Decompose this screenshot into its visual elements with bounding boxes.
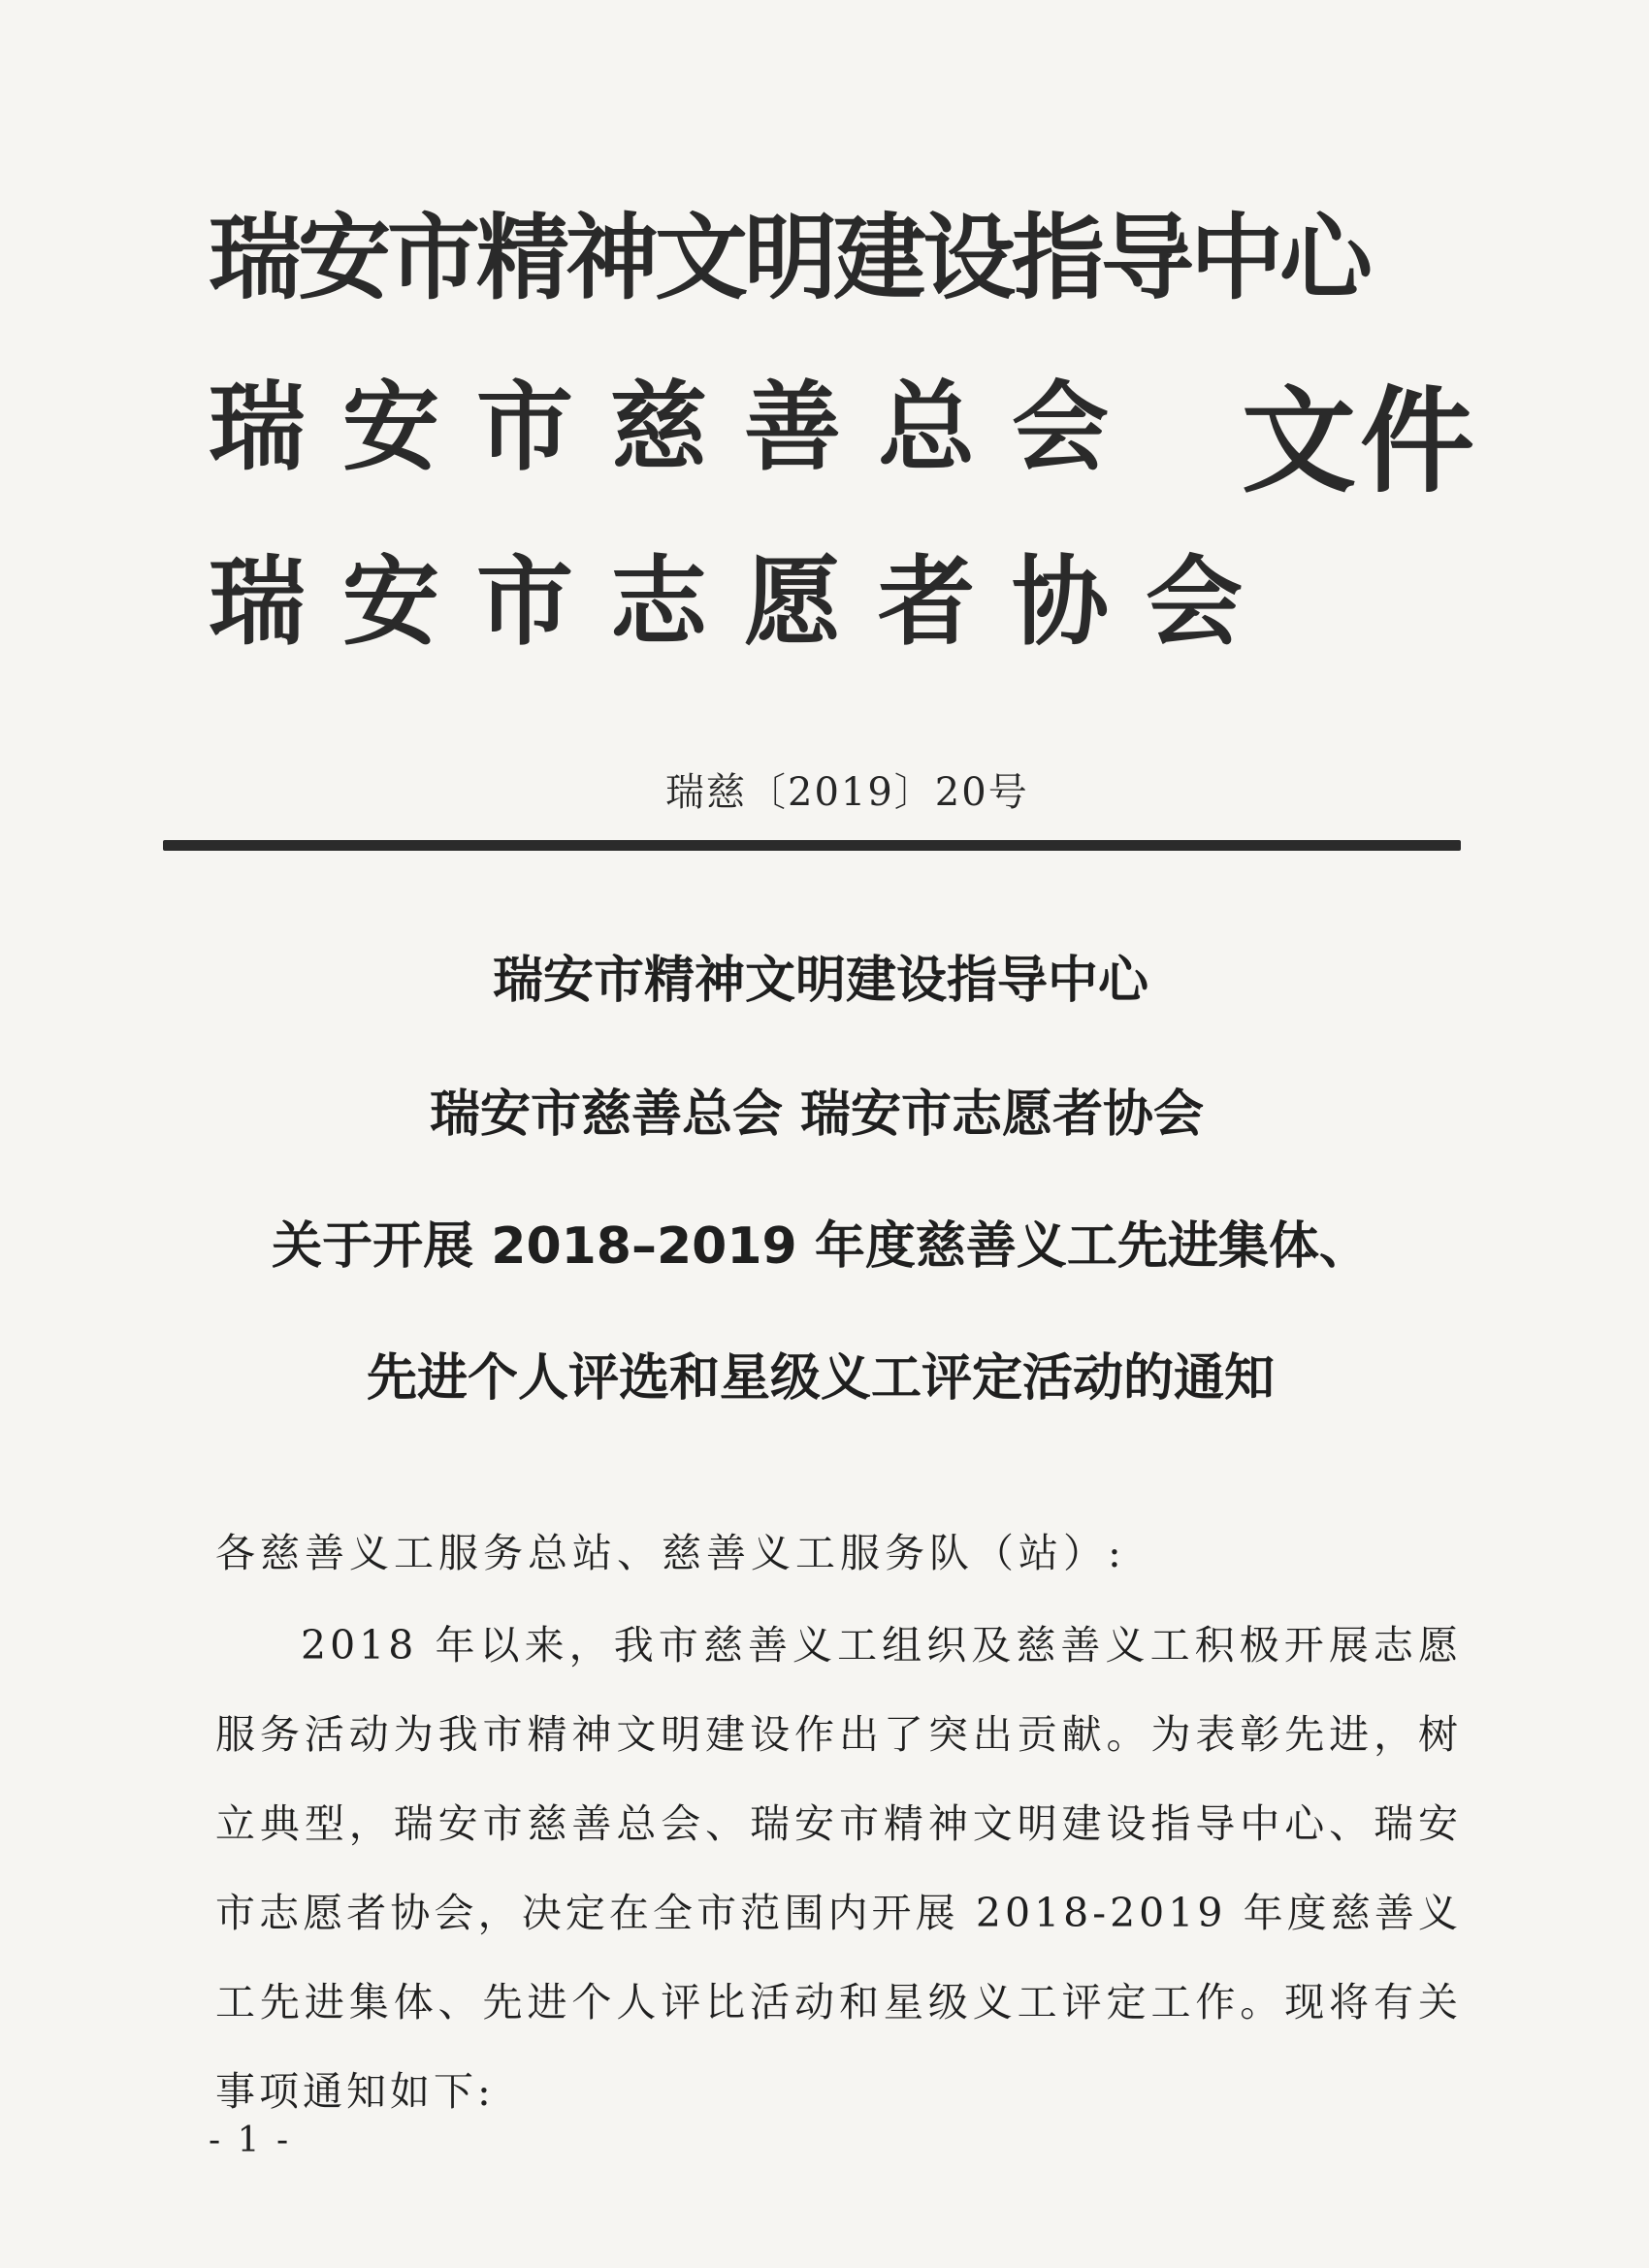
header-divider [163,840,1461,851]
issuer-name-volunteer-association: 瑞安市志愿者协会 [209,545,1279,659]
issuer-name-charity-federation: 瑞安市慈善总会 [209,371,1146,484]
document-number: 瑞慈〔2019〕20号 [665,770,1029,815]
notice-title-line-2: 瑞安市慈善总会 瑞安市志愿者协会 [429,1085,1205,1144]
body-paragraph: 2018 年以来，我市慈善义工组织及慈善义工积极开展志愿服务活动为我市精神文明建设作出了突出贡献。为表彰先进，树立典型，瑞安市慈善总会、瑞安市精神文明建设指导中心、瑞安市志愿者协会，决定在全市范围内开展 2018-2019 年度慈善义工先进集体、先进个人评比活动和星级义工评定工作。现将有关事项通知如下: [215,1622,1462,2115]
salutation: 各慈善义工服务总站、慈善义工服务队（站）: [215,1530,1126,1576]
notice-title-line-3: 关于开展 2018–2019 年度慈善义工先进集体、 [272,1217,1370,1276]
page-number: - 1 - [209,2121,292,2160]
notice-title-line-1: 瑞安市精神文明建设指导中心 [492,952,1148,1010]
notice-title-line-4: 先进个人评选和星级义工评定活动的通知 [366,1349,1275,1408]
issuer-name-civilization-center: 瑞安市精神文明建设指导中心 [209,204,1369,312]
document-type-label: 文件 [1242,374,1479,508]
